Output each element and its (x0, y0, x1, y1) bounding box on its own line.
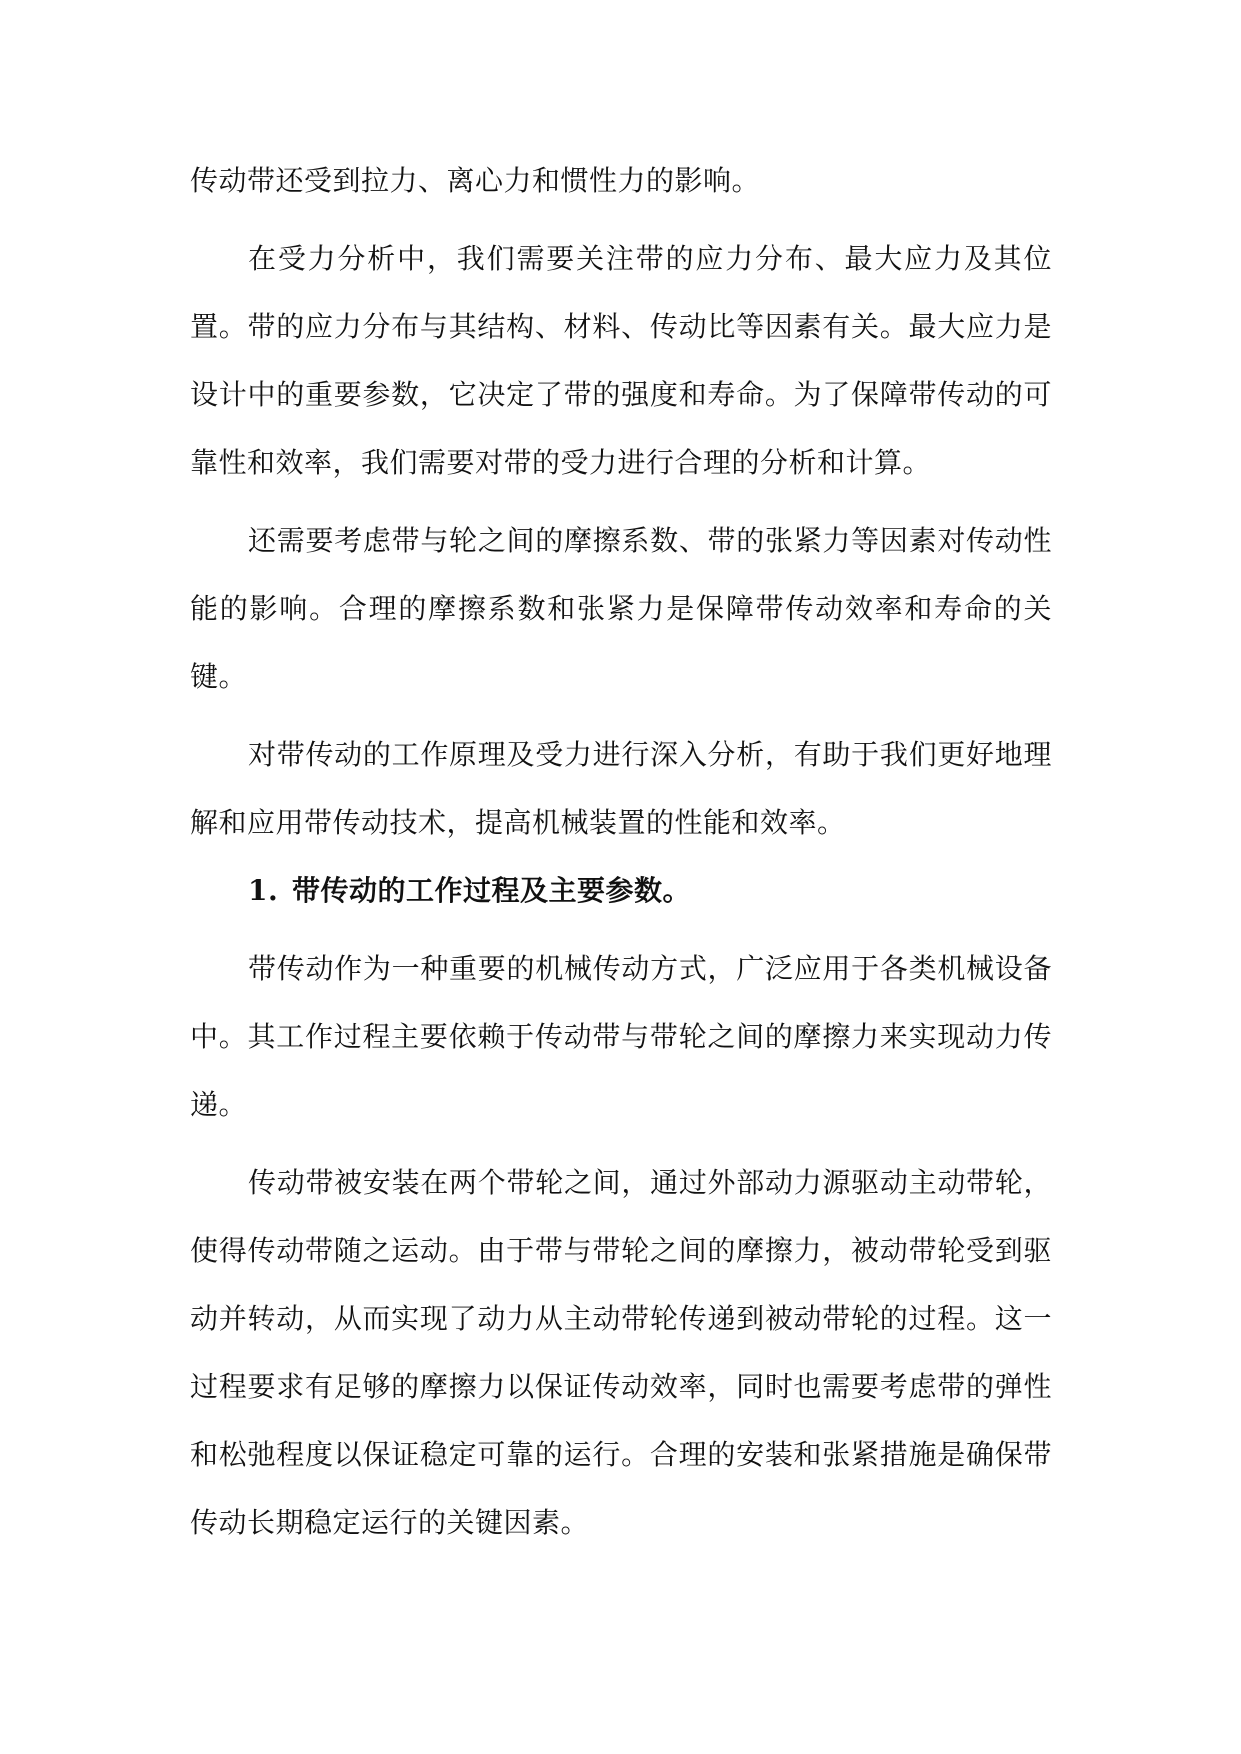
paragraph-conclusion: 对带传动的工作原理及受力进行深入分析，有助于我们更好地理解和应用带传动技术，提高机械装置的性能和效率。 (190, 738, 1052, 839)
section-number: 1. (248, 874, 279, 907)
paragraph-continuation: 传动带还受到拉力、离心力和惯性力的影响。 (190, 164, 761, 197)
text-column (190, 147, 1052, 1557)
paragraph-belt-drive-process: 传动带被安装在两个带轮之间，通过外部动力源驱动主动带轮，使得传动带随之运动。由于带与带轮之间的摩擦力，被动带轮受到驱动并转动，从而实现了动力从主动带轮传递到被动带轮的过程。这一过程要求有足够的摩擦力以保证传动效率，同时也需要考虑带的弹性和松弛程度以保证稳定可靠的运行。合理的安装和张紧措施是确保带传动长期稳定运行的关键因素。 (190, 1166, 1052, 1539)
paragraph-belt-drive-intro: 带传动作为一种重要的机械传动方式，广泛应用于各类机械设备中。其工作过程主要依赖于传动带与带轮之间的摩擦力来实现动力传递。 (190, 952, 1052, 1121)
section-title: 带传动的工作过程及主要参数。 (292, 874, 692, 907)
paragraph-stress-analysis: 在受力分析中，我们需要关注带的应力分布、最大应力及其位置。带的应力分布与其结构、材料、传动比等因素有关。最大应力是设计中的重要参数，它决定了带的强度和寿命。为了保障带传动的可靠性和效率，我们需要对带的受力进行合理的分析和计算。 (190, 242, 1052, 479)
paragraph-friction-tension: 还需要考虑带与轮之间的摩擦系数、带的张紧力等因素对传动性能的影响。合理的摩擦系数和张紧力是保障带传动效率和寿命的关键。 (190, 524, 1052, 693)
section-heading (190, 857, 1052, 925)
